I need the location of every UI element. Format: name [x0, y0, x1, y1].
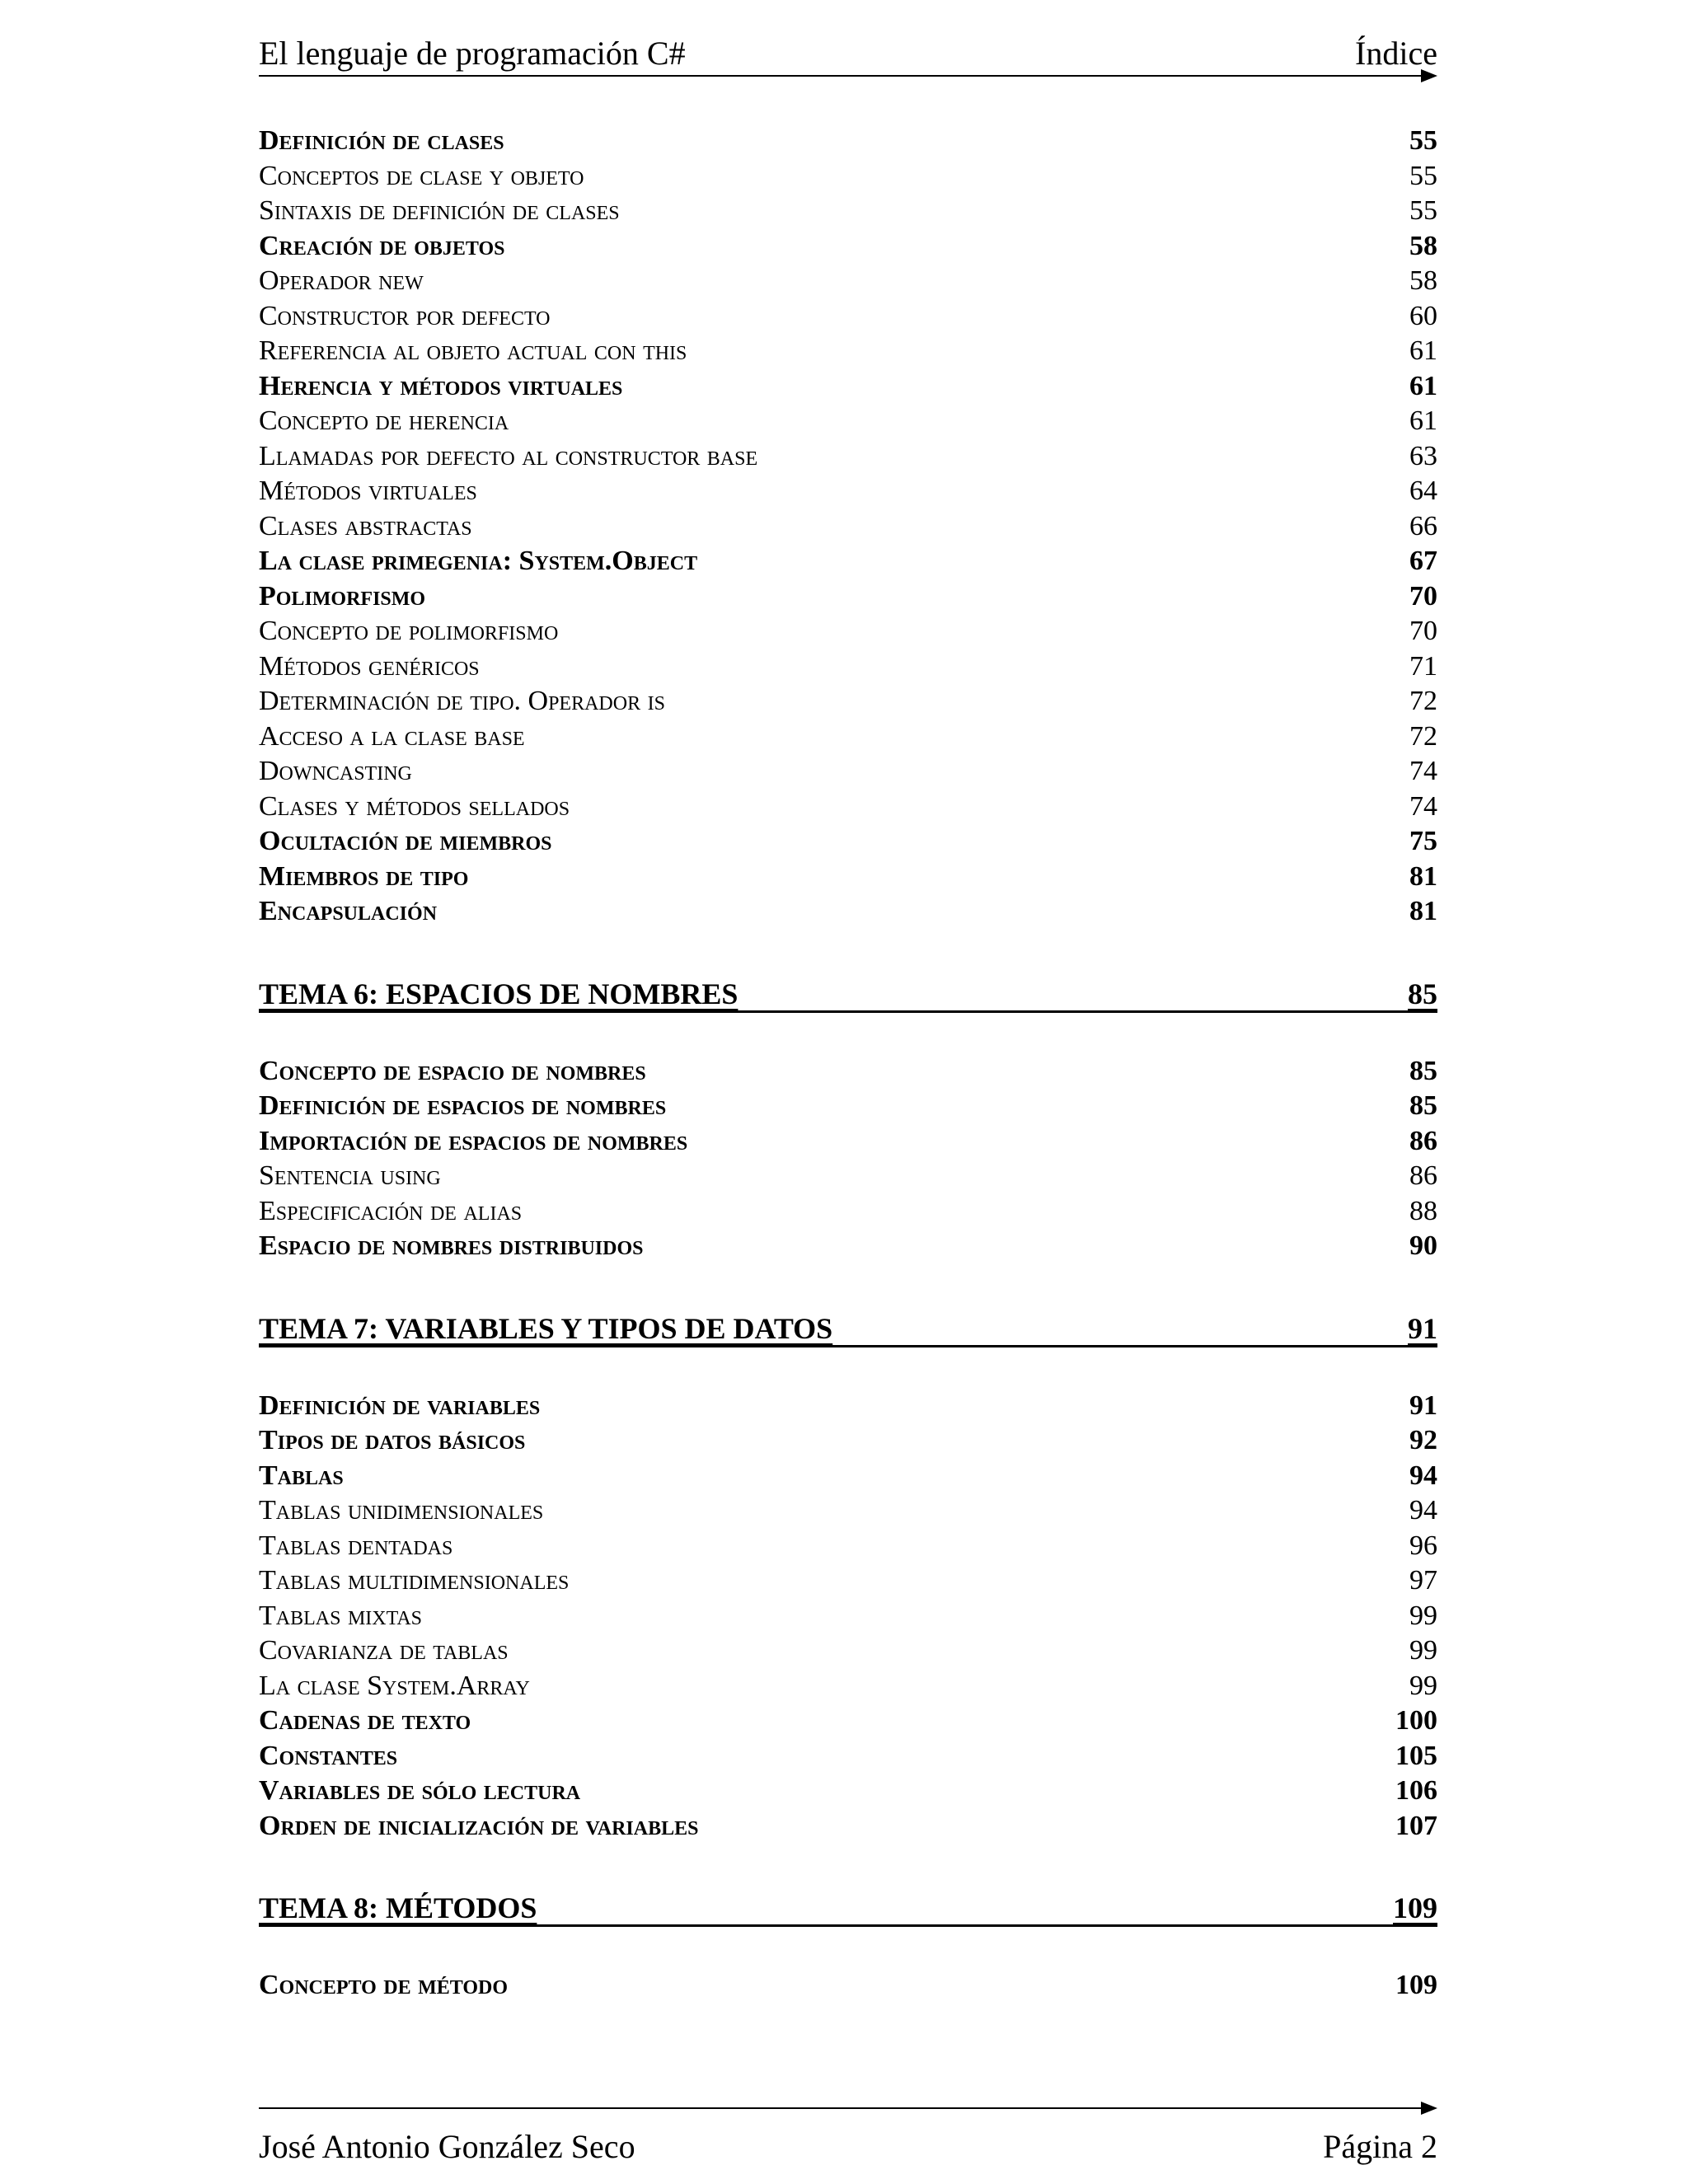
toc-entry-title: Espacio de nombres distribuidos: [259, 1230, 644, 1261]
toc-entry-page: 72: [1409, 720, 1437, 752]
toc-entry-page: 58: [1409, 230, 1437, 261]
toc-entry-title: Herencia y métodos virtuales: [259, 370, 623, 401]
toc-section-entry[interactable]: [259, 579, 1437, 615]
toc-subsection-entry[interactable]: [259, 474, 1437, 509]
toc-entry-title: Ocultación de miembros: [259, 826, 552, 856]
toc-entry-page: 92: [1409, 1425, 1437, 1455]
toc-entry-title: Métodos virtuales: [259, 476, 477, 506]
toc-section-entry[interactable]: [259, 1968, 1437, 2004]
toc-entry-title: Definición de variables: [259, 1390, 541, 1421]
toc-entry-title: Clases y métodos sellados: [259, 790, 570, 822]
toc-subsection-entry[interactable]: [259, 1599, 1437, 1634]
toc-entry-page: 74: [1409, 790, 1437, 822]
toc-entry-page: 85: [1408, 977, 1437, 1010]
toc-entry-title: Constructor por defecto: [259, 300, 551, 331]
toc-section-entry[interactable]: [259, 1704, 1437, 1739]
toc-entry-page: 81: [1409, 860, 1437, 892]
toc-section-entry[interactable]: [259, 1229, 1437, 1264]
toc-entry-title: Tablas multidimensionales: [259, 1565, 570, 1596]
toc-entry-title: Miembros de tipo: [259, 860, 469, 892]
toc-entry-page: 105: [1395, 1740, 1437, 1771]
toc-subsection-entry[interactable]: [259, 159, 1437, 194]
footer-arrow-rule: [259, 2098, 1437, 2118]
toc-subsection-entry[interactable]: [259, 194, 1437, 229]
toc-subsection-entry[interactable]: [259, 614, 1437, 649]
toc-subsection-entry[interactable]: [259, 1563, 1437, 1599]
toc-entry-page: 71: [1409, 650, 1437, 682]
toc-subsection-entry[interactable]: [259, 790, 1437, 825]
toc-entry-title: Covarianza de tablas: [259, 1635, 509, 1666]
toc-entry-title: Creación de objetos: [259, 230, 505, 261]
toc-entry-page: 109: [1395, 1970, 1437, 2000]
toc-entry-title: Referencia al objeto actual con this: [259, 335, 687, 366]
toc-section-entry[interactable]: [259, 229, 1437, 265]
toc-subsection-entry[interactable]: [259, 649, 1437, 685]
toc-subsection-entry[interactable]: [259, 1493, 1437, 1529]
toc-subsection-entry[interactable]: [259, 684, 1437, 719]
toc-entry-page: 55: [1409, 195, 1437, 226]
toc-entry-page: 74: [1409, 756, 1437, 786]
toc-entry-title: Tablas mixtas: [259, 1600, 423, 1631]
toc-section-entry[interactable]: [259, 124, 1437, 159]
toc-entry-page: 75: [1409, 826, 1437, 856]
arrow-head-icon: [1421, 2102, 1437, 2115]
toc-entry-title: TEMA 7: VARIABLES Y TIPOS DE DATOS: [259, 1311, 833, 1345]
toc-section-entry[interactable]: [259, 1459, 1437, 1494]
toc-entry-title: Tablas: [259, 1460, 344, 1491]
toc-entry-page: 70: [1409, 616, 1437, 646]
toc-entry-page: 64: [1409, 476, 1437, 506]
toc-subsection-entry[interactable]: [259, 1633, 1437, 1669]
toc-subsection-entry[interactable]: [259, 1529, 1437, 1564]
table-of-contents: [259, 124, 1437, 2004]
toc-entry-title: Concepto de polimorfismo: [259, 616, 559, 646]
toc-subsection-entry[interactable]: [259, 404, 1437, 439]
toc-subsection-entry[interactable]: [259, 334, 1437, 369]
arrow-head-icon: [1421, 69, 1437, 82]
toc-entry-page: 99: [1409, 1600, 1437, 1631]
toc-entry-page: 91: [1408, 1311, 1437, 1345]
toc-entry-title: Concepto de herencia: [259, 405, 509, 436]
toc-subsection-entry[interactable]: [259, 719, 1437, 755]
toc-subsection-entry[interactable]: [259, 264, 1437, 299]
toc-entry-page: 63: [1409, 440, 1437, 471]
toc-subsection-entry[interactable]: [259, 439, 1437, 475]
toc-subsection-entry[interactable]: [259, 299, 1437, 335]
toc-entry-title: La clase System.Array: [259, 1670, 530, 1701]
toc-entry-page: 67: [1409, 546, 1437, 576]
toc-section-entry[interactable]: [259, 1774, 1437, 1809]
page-footer: [259, 2123, 1437, 2166]
toc-entry-page: 55: [1409, 160, 1437, 191]
toc-entry-title: Especificación de alias: [259, 1195, 523, 1226]
toc-section-entry[interactable]: [259, 1739, 1437, 1774]
toc-entry-title: Constantes: [259, 1740, 398, 1771]
toc-entry-title: Clases abstractas: [259, 510, 472, 541]
toc-entry-title: TEMA 8: MÉTODOS: [259, 1891, 537, 1924]
toc-section-entry[interactable]: [259, 1124, 1437, 1160]
toc-subsection-entry[interactable]: [259, 509, 1437, 545]
toc-section-entry[interactable]: [259, 1423, 1437, 1459]
toc-subsection-entry[interactable]: [259, 754, 1437, 790]
toc-entry-page: 99: [1409, 1635, 1437, 1666]
toc-entry-title: Conceptos de clase y objeto: [259, 160, 584, 191]
toc-section-entry[interactable]: [259, 1054, 1437, 1090]
toc-entry-page: 99: [1409, 1670, 1437, 1701]
toc-entry-page: 107: [1395, 1810, 1437, 1841]
author-name: José Antonio González Seco: [259, 2128, 635, 2165]
toc-entry-title: Sintaxis de definición de clases: [259, 195, 620, 226]
toc-entry-title: Tablas dentadas: [259, 1530, 453, 1561]
toc-chapter-heading[interactable]: [259, 1310, 1437, 1347]
toc-entry-page: 70: [1409, 580, 1437, 612]
section-name: Índice: [1355, 35, 1437, 72]
toc-subsection-entry[interactable]: [259, 1159, 1437, 1194]
toc-entry-page: 72: [1409, 686, 1437, 716]
toc-subsection-entry[interactable]: [259, 1669, 1437, 1704]
toc-section-entry[interactable]: [259, 1809, 1437, 1844]
toc-entry-title: Variables de sólo lectura: [259, 1775, 581, 1806]
toc-entry-page: 61: [1409, 405, 1437, 436]
toc-entry-title: Llamadas por defecto al constructor base: [259, 440, 758, 471]
toc-entry-page: 61: [1409, 370, 1437, 401]
toc-entry-title: Acceso a la clase base: [259, 720, 525, 752]
toc-chapter-heading[interactable]: [259, 976, 1437, 1013]
toc-entry-title: Sentencia using: [259, 1160, 441, 1191]
toc-entry-page: 66: [1409, 510, 1437, 541]
toc-entry-title: Tablas unidimensionales: [259, 1495, 544, 1526]
toc-entry-page: 60: [1409, 300, 1437, 331]
toc-section-entry[interactable]: [259, 860, 1437, 895]
toc-entry-page: 85: [1409, 1090, 1437, 1121]
toc-entry-page: 86: [1409, 1160, 1437, 1191]
toc-entry-title: Polimorfismo: [259, 580, 426, 612]
toc-entry-title: Importación de espacios de nombres: [259, 1125, 688, 1156]
toc-entry-page: 97: [1409, 1565, 1437, 1596]
toc-entry-title: Encapsulación: [259, 896, 438, 926]
toc-entry-page: 55: [1409, 125, 1437, 156]
toc-entry-title: Downcasting: [259, 756, 412, 786]
toc-entry-page: 94: [1409, 1495, 1437, 1526]
toc-entry-title: Concepto de espacio de nombres: [259, 1055, 646, 1086]
toc-entry-page: 109: [1393, 1891, 1437, 1924]
toc-section-entry[interactable]: [259, 1089, 1437, 1124]
document-title: El lenguaje de programación C#: [259, 35, 686, 72]
toc-entry-page: 85: [1409, 1055, 1437, 1086]
toc-chapter-heading[interactable]: [259, 1890, 1437, 1927]
toc-entry-title: Operador new: [259, 265, 424, 296]
toc-entry-page: 96: [1409, 1530, 1437, 1561]
toc-section-entry[interactable]: [259, 894, 1437, 930]
page-number: Página 2: [1323, 2128, 1437, 2165]
toc-entry-title: Orden de inicialización de variables: [259, 1810, 699, 1841]
toc-entry-page: 91: [1409, 1390, 1437, 1421]
toc-entry-title: Concepto de método: [259, 1970, 509, 2000]
toc-entry-page: 90: [1409, 1230, 1437, 1261]
toc-entry-page: 86: [1409, 1125, 1437, 1156]
toc-entry-page: 106: [1395, 1775, 1437, 1806]
toc-entry-title: Definición de clases: [259, 125, 504, 156]
header-arrow-rule: [259, 66, 1437, 86]
toc-subsection-entry[interactable]: [259, 1194, 1437, 1230]
toc-section-entry[interactable]: [259, 544, 1437, 579]
toc-entry-title: Determinación de tipo. Operador is: [259, 686, 665, 716]
toc-entry-title: La clase primegenia: System.Object: [259, 546, 698, 576]
toc-entry-title: Tipos de datos básicos: [259, 1425, 526, 1455]
toc-entry-title: Cadenas de texto: [259, 1705, 471, 1736]
toc-entry-page: 88: [1409, 1195, 1437, 1226]
toc-section-entry[interactable]: [259, 824, 1437, 860]
toc-entry-page: 81: [1409, 896, 1437, 926]
toc-entry-page: 94: [1409, 1460, 1437, 1491]
toc-section-entry[interactable]: [259, 369, 1437, 405]
toc-entry-title: TEMA 6: ESPACIOS DE NOMBRES: [259, 977, 738, 1010]
toc-entry-page: 58: [1409, 265, 1437, 296]
toc-entry-page: 100: [1395, 1705, 1437, 1736]
toc-entry-title: Definición de espacios de nombres: [259, 1090, 667, 1121]
toc-entry-title: Métodos genéricos: [259, 650, 480, 682]
toc-entry-page: 61: [1409, 335, 1437, 366]
toc-section-entry[interactable]: [259, 1389, 1437, 1424]
